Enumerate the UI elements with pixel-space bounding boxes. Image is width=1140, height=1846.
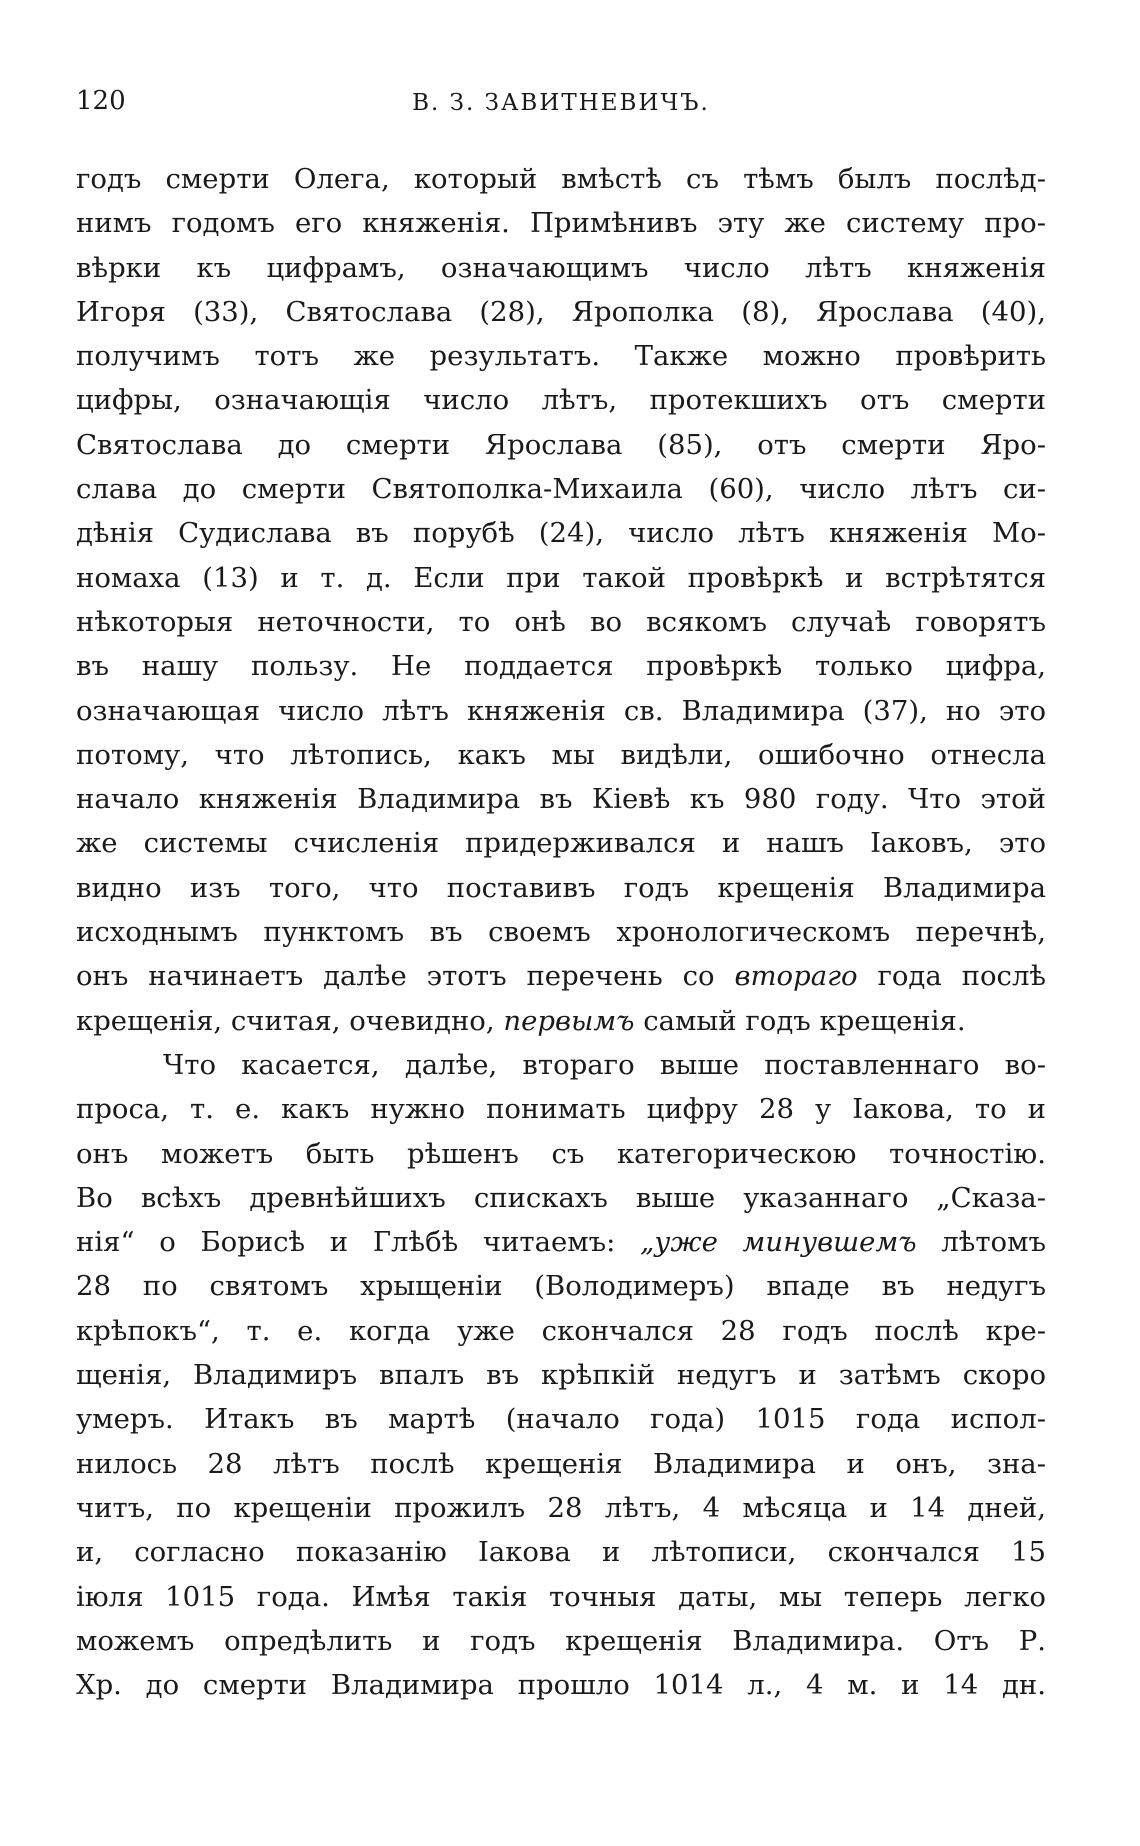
text-line: исходнымъ пунктомъ въ своемъ хронологическомъ перечнѣ, bbox=[76, 916, 1046, 949]
text-segment: лѣтомъ bbox=[941, 1226, 1046, 1259]
text-line: въ нашу пользу. Не поддается провѣркѣ только цифра, bbox=[76, 650, 1046, 683]
text-line: означающая число лѣтъ княженія св. Владимира (37), но это bbox=[76, 694, 1046, 727]
text-line: умеръ. Итакъ въ мартѣ (начало года) 1015 года испол- bbox=[76, 1403, 1046, 1436]
text-line: Святослава до смерти Ярослава (85), отъ смерти Яро- bbox=[76, 428, 1046, 461]
text-line: щенія, Владимиръ впалъ въ крѣпкій недугъ и затѣмъ скоро bbox=[76, 1359, 1046, 1392]
text-line: начало княженія Владимира въ Кіевѣ къ 980 году. Что этой bbox=[76, 783, 1046, 816]
text-line: 28 по святомъ хрыщеніи (Володимеръ) впаде въ недугъ bbox=[76, 1270, 1046, 1303]
text-line: вѣрки къ цифрамъ, означающимъ число лѣтъ княженія bbox=[76, 251, 1046, 284]
italic-quote: „уже минувшемъ bbox=[640, 1226, 917, 1259]
text-line-mixed bbox=[76, 1220, 1046, 1264]
running-title: В. З. ЗАВИТНЕВИЧЪ. bbox=[412, 90, 710, 116]
text-line-mixed bbox=[76, 999, 1046, 1043]
page-number: 120 bbox=[76, 86, 126, 116]
text-line: слава до смерти Святополка-Михаила (60), число лѣтъ си- bbox=[76, 473, 1046, 506]
text-body bbox=[76, 157, 1046, 1707]
text-line: крѣпокъ“, т. е. когда уже скончался 28 годъ послѣ кре- bbox=[76, 1314, 1046, 1347]
italic-word: втораго bbox=[734, 960, 858, 993]
text-line: читъ, по крещеніи прожилъ 28 лѣтъ, 4 мѣсяца и 14 дней, bbox=[76, 1491, 1046, 1524]
text-line: Игоря (33), Святослава (28), Ярополка (8), Ярослава (40), bbox=[76, 295, 1046, 328]
text-segment: самый годъ крещенія. bbox=[643, 1004, 966, 1037]
text-line: цифры, означающія число лѣтъ, протекшихъ отъ смерти bbox=[76, 384, 1046, 417]
text-line: получимъ тотъ же результатъ. Также можно провѣрить bbox=[76, 340, 1046, 373]
text-line: проса, т. е. какъ нужно понимать цифру 28 у Іакова, то и bbox=[76, 1093, 1046, 1126]
running-head bbox=[76, 86, 1046, 126]
text-line: Хр. до смерти Владимира прошло 1014 л., 4 м. и 14 дн. bbox=[76, 1669, 1046, 1702]
text-line: нимъ годомъ его княженія. Примѣнивъ эту же систему про- bbox=[76, 207, 1046, 240]
text-segment: онъ начинаетъ далѣе этотъ перечень со bbox=[76, 960, 715, 993]
text-line: номаха (13) и т. д. Если при такой провѣркѣ и встрѣтятся bbox=[76, 561, 1046, 594]
paragraph-start-line: Что касается, далѣе, втораго выше поставленнаго во- bbox=[163, 1048, 1046, 1081]
text-line: нилось 28 лѣтъ послѣ крещенія Владимира и онъ, зна- bbox=[76, 1447, 1046, 1480]
text-line-mixed bbox=[76, 954, 1046, 998]
text-line: Во всѣхъ древнѣйшихъ спискахъ выше указаннаго „Сказа- bbox=[76, 1181, 1046, 1214]
text-segment: нія“ о Борисѣ и Глѣбѣ читаемъ: bbox=[76, 1226, 616, 1259]
text-line: видно изъ того, что поставивъ годъ крещенія Владимира bbox=[76, 871, 1046, 904]
text-line: же системы счисленія придерживался и нашъ Іаковъ, это bbox=[76, 827, 1046, 860]
text-line: іюля 1015 года. Имѣя такія точныя даты, мы теперь легко bbox=[76, 1580, 1046, 1613]
text-line: нѣкоторыя неточности, то онѣ во всякомъ случаѣ говорятъ bbox=[76, 605, 1046, 638]
text-segment: крещенія, считая, очевидно, bbox=[76, 1004, 495, 1037]
text-line: можемъ опредѣлить и годъ крещенія Владимира. Отъ Р. bbox=[76, 1624, 1046, 1657]
text-line: онъ можетъ быть рѣшенъ съ категорическою точностію. bbox=[76, 1137, 1046, 1170]
text-line: потому, что лѣтопись, какъ мы видѣли, ошибочно отнесла bbox=[76, 738, 1046, 771]
text-line: дѣнія Судислава въ порубѣ (24), число лѣтъ княженія Мо- bbox=[76, 517, 1046, 550]
text-line: и, согласно показанію Іакова и лѣтописи, скончался 15 bbox=[76, 1536, 1046, 1569]
text-segment: года послѣ bbox=[877, 960, 1046, 993]
text-line: годъ смерти Олега, который вмѣстѣ съ тѣмъ былъ послѣд- bbox=[76, 163, 1046, 195]
italic-word: первымъ bbox=[503, 1004, 635, 1037]
